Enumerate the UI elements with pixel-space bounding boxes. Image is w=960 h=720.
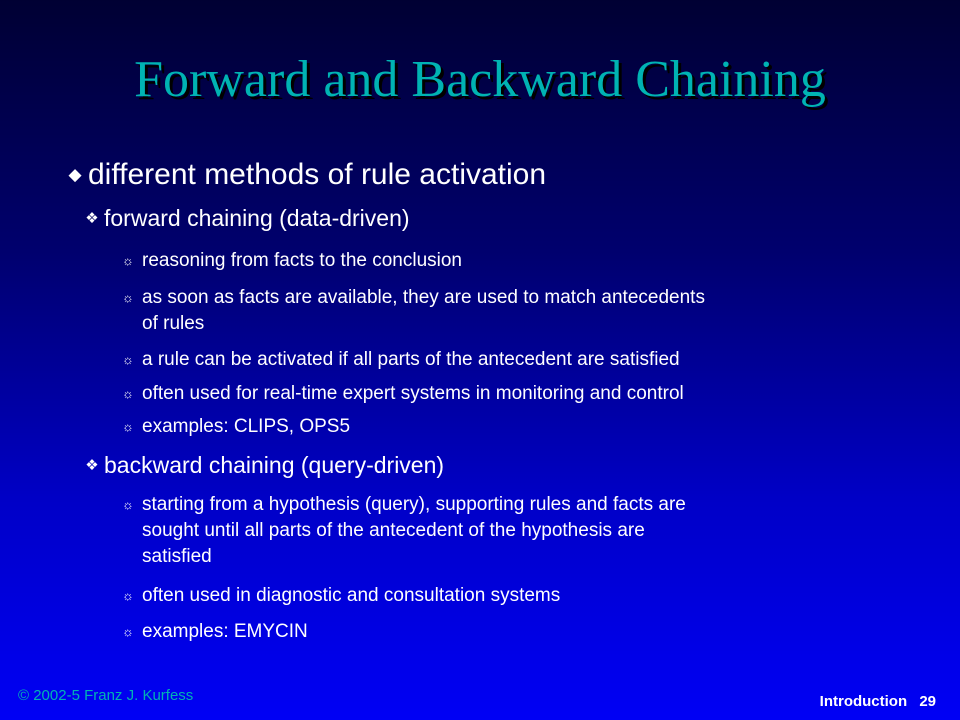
forward-item bbox=[114, 416, 350, 438]
backward-item bbox=[114, 585, 560, 607]
backward-item-text: satisfied bbox=[142, 546, 212, 567]
copyright-footer: © 2002-5 Franz J. Kurfess bbox=[18, 687, 194, 704]
forward-item-text: of rules bbox=[142, 313, 205, 334]
forward-item-text: reasoning from facts to the conclusion bbox=[142, 250, 463, 271]
star-bullet-icon: ☼ bbox=[122, 624, 134, 639]
backward-item-text: sought until all parts of the antecedent of the hypothesis are bbox=[142, 520, 645, 541]
star-bullet-icon: ☼ bbox=[122, 352, 134, 367]
forward-item bbox=[114, 287, 705, 309]
forward-item-text: examples: CLIPS, OPS5 bbox=[142, 416, 351, 437]
forward-item-text: often used for real-time expert systems in monitoring and control bbox=[142, 383, 684, 404]
forward-item-continuation bbox=[114, 313, 204, 335]
section-label: Introduction bbox=[819, 693, 908, 710]
star-bullet-icon: ☼ bbox=[122, 290, 134, 305]
slide-footer bbox=[820, 693, 936, 710]
backward-item-text: often used in diagnostic and consultation systems bbox=[142, 585, 561, 606]
four-petal-bullet-icon: ❖ bbox=[85, 210, 99, 227]
backward-item-text: examples: EMYCIN bbox=[142, 621, 308, 642]
backward-chaining-bullet bbox=[80, 452, 444, 479]
star-bullet-icon: ☼ bbox=[122, 588, 134, 603]
four-petal-bullet-icon: ❖ bbox=[85, 457, 99, 474]
star-bullet-icon: ☼ bbox=[122, 497, 134, 512]
star-bullet-icon: ☼ bbox=[122, 386, 134, 401]
main-bullet bbox=[62, 158, 546, 192]
main-bullet-text: different methods of rule activation bbox=[88, 158, 547, 191]
backward-item bbox=[114, 494, 686, 516]
forward-item bbox=[114, 349, 680, 371]
forward-chaining-label: forward chaining (data-driven) bbox=[104, 205, 410, 231]
forward-item-text: a rule can be activated if all parts of the antecedent are satisfied bbox=[142, 349, 680, 370]
page-number: 29 bbox=[919, 693, 936, 710]
forward-chaining-bullet bbox=[80, 205, 410, 232]
backward-item-continuation bbox=[114, 520, 645, 542]
slide-title: Forward and Backward Chaining bbox=[134, 51, 826, 108]
diamond-bullet-icon: ◆ bbox=[68, 165, 82, 184]
forward-item bbox=[114, 383, 684, 405]
forward-item-text: as soon as facts are available, they are used to match antecedents bbox=[142, 287, 705, 308]
star-bullet-icon: ☼ bbox=[122, 419, 134, 434]
star-bullet-icon: ☼ bbox=[122, 253, 134, 268]
backward-chaining-label: backward chaining (query-driven) bbox=[104, 452, 445, 478]
forward-item bbox=[114, 250, 462, 272]
backward-item bbox=[114, 621, 308, 643]
backward-item-text: starting from a hypothesis (query), supporting rules and facts are bbox=[142, 494, 686, 515]
backward-item-continuation bbox=[114, 546, 212, 568]
